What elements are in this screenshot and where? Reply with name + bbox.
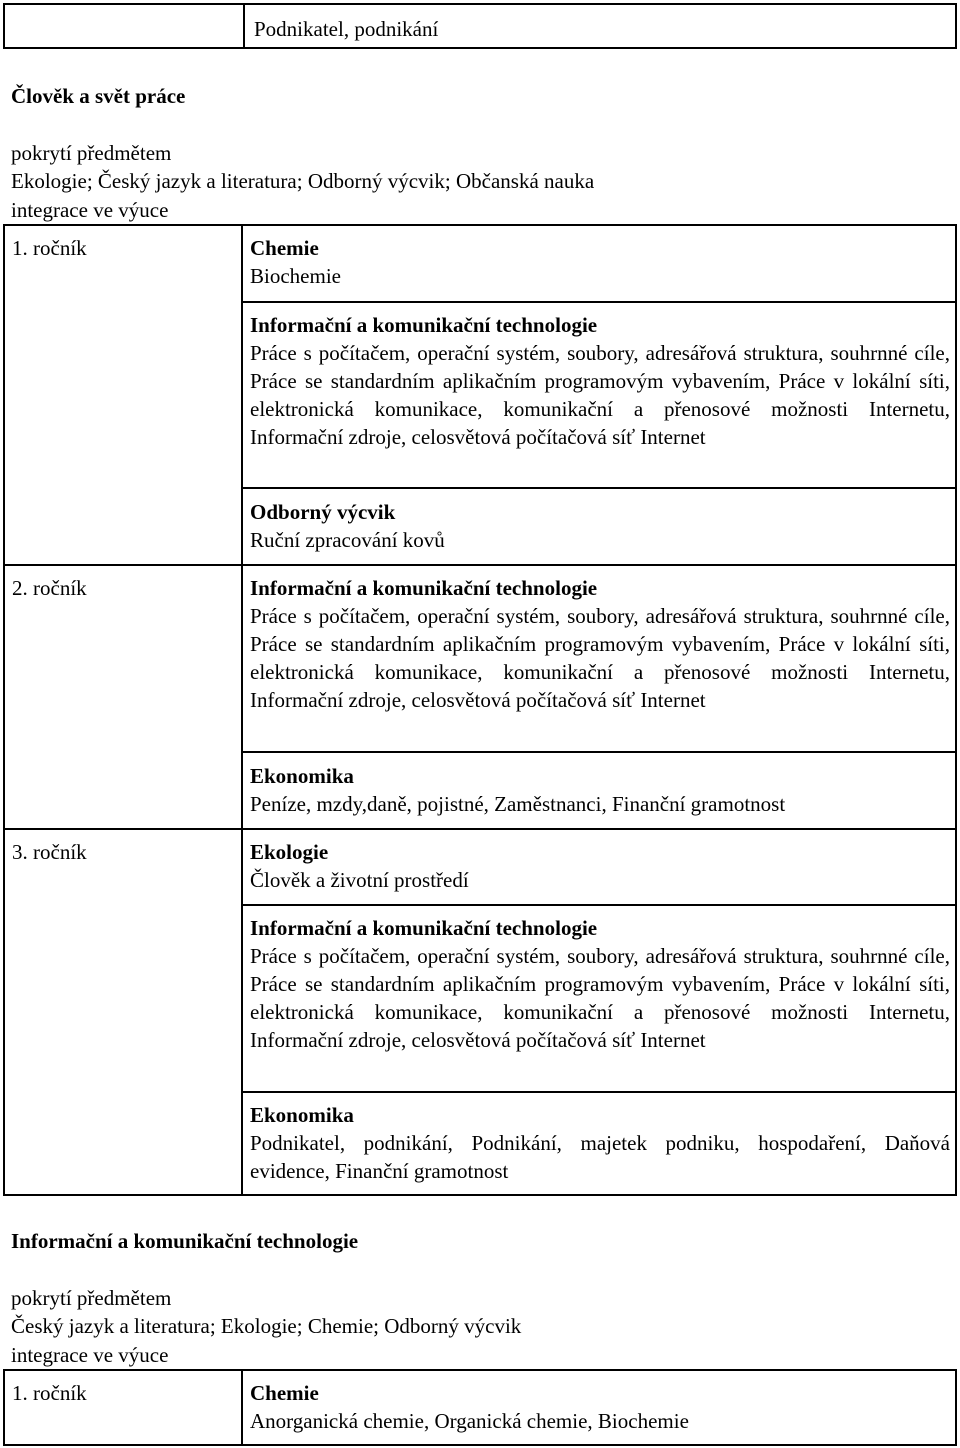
subject-name: Informační a komunikační technologie xyxy=(250,576,598,600)
subject-name: Odborný výcvik xyxy=(250,500,396,524)
continuation-row xyxy=(3,3,957,49)
subject-topics: Peníze, mzdy,daně, pojistné, Zaměstnanci, Finanční gramotnost xyxy=(250,792,786,816)
topic-text: Podnikatel, podnikání xyxy=(254,17,439,41)
subject-block xyxy=(250,1101,950,1185)
subject-topics: Podnikatel, podnikání, Podnikání, majetek podniku, hospodaření, Daňová evidence, Finanční gramotnost xyxy=(250,1131,950,1183)
subject-name: Chemie xyxy=(250,236,319,260)
subject-name: Ekonomika xyxy=(250,764,354,788)
subject-block xyxy=(250,838,950,894)
subject-topics: Člověk a životní prostředí xyxy=(250,868,469,892)
year-label: 1. ročník xyxy=(12,1381,87,1405)
subject-block xyxy=(250,311,950,451)
subject-name: Informační a komunikační technologie xyxy=(250,916,598,940)
subject-topics: Práce s počítačem, operační systém, soubory, adresářová struktura, souhrnné cíle, Práce se standardním aplikačním programovým vybavením, Práce v lokální síti, elektronická komunikace, komunikační a přenosové možnosti Internetu, Informační zdroje, celosvětová počítačová síť Internet xyxy=(250,604,950,712)
coverage-label: pokrytí předmětem xyxy=(11,141,172,165)
subject-topics: Ruční zpracování kovů xyxy=(250,528,445,552)
subject-block xyxy=(250,762,950,818)
section-title: Člověk a svět práce xyxy=(11,84,186,108)
subject-name: Ekologie xyxy=(250,840,329,864)
year-label: 3. ročník xyxy=(12,840,87,864)
integration-table xyxy=(3,1369,957,1446)
subject-name: Chemie xyxy=(250,1381,319,1405)
subject-block xyxy=(250,498,950,554)
subject-block xyxy=(250,574,950,714)
empty-year-cell xyxy=(5,5,245,47)
subject-topics: Anorganická chemie, Organická chemie, Biochemie xyxy=(250,1409,689,1433)
section-title: Informační a komunikační technologie xyxy=(11,1229,359,1253)
subject-topics: Práce s počítačem, operační systém, soubory, adresářová struktura, souhrnné cíle, Práce se standardním aplikačním programovým vybavením, Práce v lokální síti, elektronická komunikace, komunikační a přenosové možnosti Internetu, Informační zdroje, celosvětová počítačová síť Internet xyxy=(250,944,950,1052)
coverage-value: Český jazyk a literatura; Ekologie; Chemie; Odborný výcvik xyxy=(11,1314,522,1338)
subject-block xyxy=(250,234,950,290)
integration-table xyxy=(3,224,957,1196)
year-label: 2. ročník xyxy=(12,576,87,600)
subject-name: Informační a komunikační technologie xyxy=(250,313,598,337)
coverage-label: pokrytí předmětem xyxy=(11,1286,172,1310)
subject-block xyxy=(250,1379,950,1435)
year-label: 1. ročník xyxy=(12,236,87,260)
subject-name: Ekonomika xyxy=(250,1103,354,1127)
subject-block xyxy=(250,914,950,1054)
integration-label: integrace ve výuce xyxy=(11,198,169,222)
integration-label: integrace ve výuce xyxy=(11,1343,169,1367)
subject-topics: Práce s počítačem, operační systém, soubory, adresářová struktura, souhrnné cíle, Práce se standardním aplikačním programovým vybavením, Práce v lokální síti, elektronická komunikace, komunikační a přenosové možnosti Internetu, Informační zdroje, celosvětová počítačová síť Internet xyxy=(250,341,950,449)
coverage-value: Ekologie; Český jazyk a literatura; Odborný výcvik; Občanská nauka xyxy=(11,169,595,193)
subject-topics: Biochemie xyxy=(250,264,341,288)
